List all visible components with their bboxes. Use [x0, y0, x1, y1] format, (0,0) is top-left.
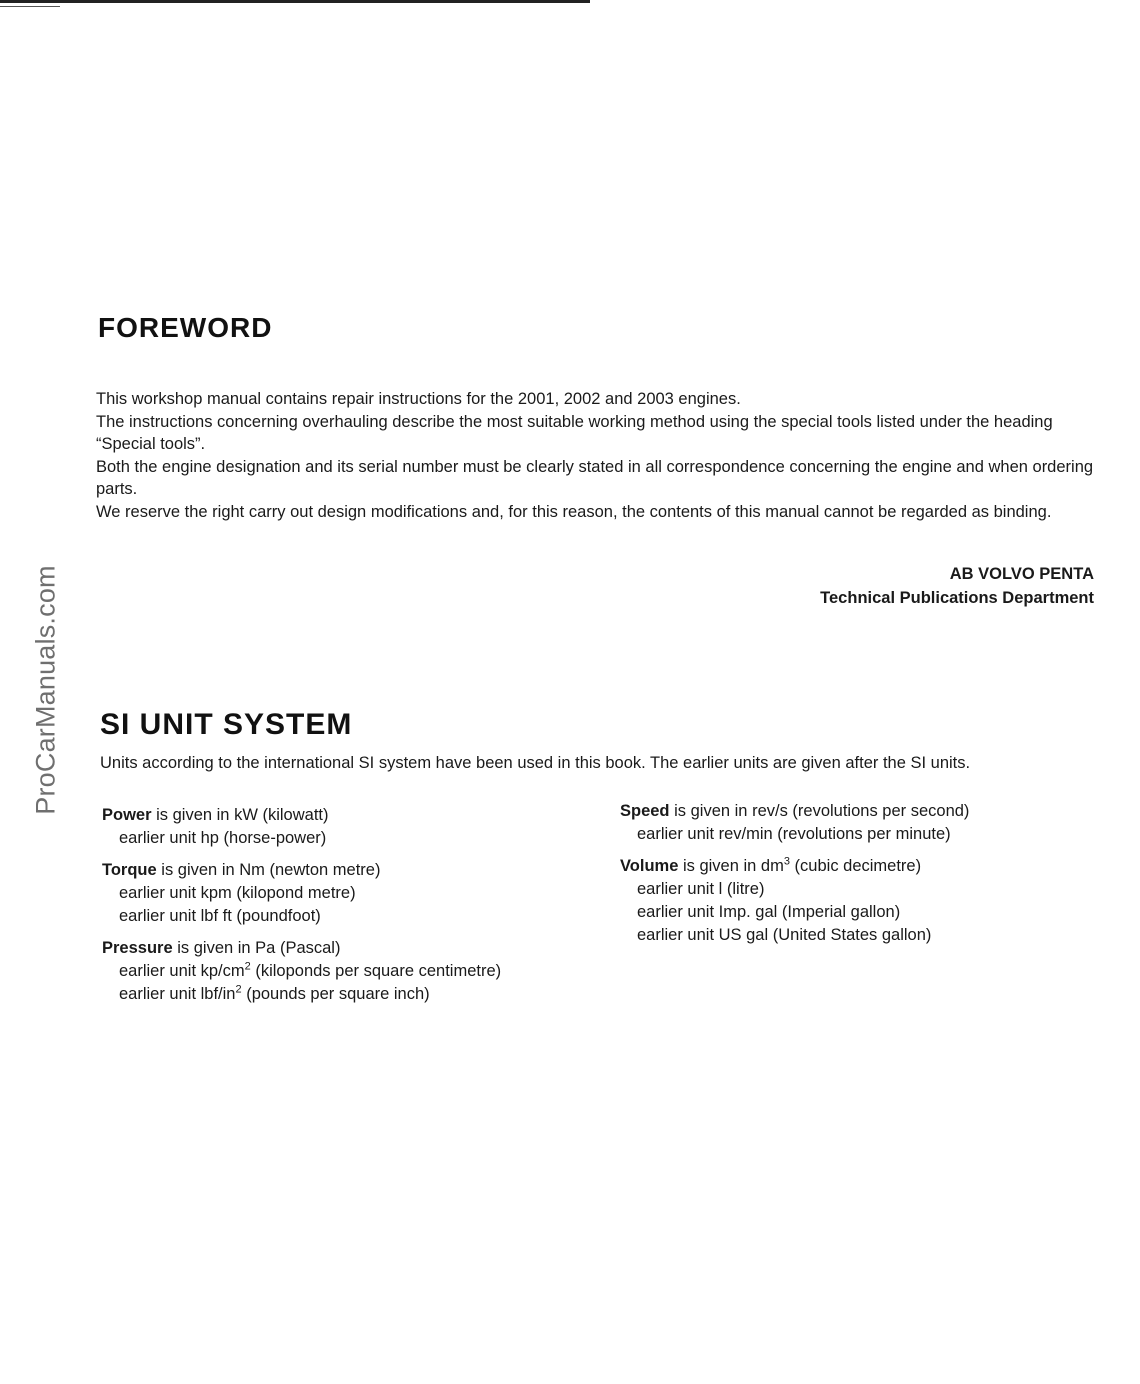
units-column-right: [620, 800, 1100, 956]
watermark: ProCarManuals.com: [30, 565, 61, 815]
earlier-unit: earlier unit kpm (kilopond metre): [119, 884, 356, 902]
unit-term: Power: [102, 806, 152, 824]
unit-description: (cubic decimetre): [789, 857, 922, 875]
foreword-heading: FOREWORD: [98, 312, 273, 343]
unit-head: [620, 855, 1100, 878]
unit-head: [102, 937, 602, 960]
earlier-unit-text: earlier unit kp/cm: [119, 962, 245, 980]
top-rule: [0, 0, 590, 3]
unit-head: [102, 859, 602, 882]
signature-block: [820, 562, 1094, 610]
unit-group-torque: [102, 859, 602, 928]
si-intro: Units according to the international SI system have been used in this book. The earlier units are given after the SI units.: [100, 754, 971, 772]
foreword-paragraph: The instructions concerning overhauling describe the most suitable working method using the special tools listed under the heading “Special tools”.: [96, 412, 1053, 453]
unit-head: [620, 800, 1100, 823]
unit-description: is given in kW (kilowatt): [151, 806, 329, 824]
signature-department: Technical Publications Department: [820, 589, 1094, 607]
earlier-unit: earlier unit l (litre): [637, 880, 765, 898]
superscript: 3: [783, 855, 790, 868]
earlier-unit-text: earlier unit lbf/in: [119, 985, 236, 1003]
unit-group-volume: [620, 855, 1100, 947]
units-column-left: [102, 804, 602, 1015]
unit-group-power: [102, 804, 602, 850]
earlier-unit: earlier unit lbf ft (poundfoot): [119, 907, 321, 925]
unit-term: Torque: [102, 861, 157, 879]
unit-head: [102, 804, 602, 827]
unit-term: Volume: [620, 857, 679, 875]
foreword-body: [96, 388, 1098, 523]
si-unit-heading: SI UNIT SYSTEM: [100, 708, 353, 741]
earlier-unit: earlier unit rev/min (revolutions per minute): [637, 825, 951, 843]
unit-description: is given in rev/s (revolutions per second): [669, 802, 970, 820]
unit-description: is given in Pa (Pascal): [172, 939, 341, 957]
foreword-paragraph: This workshop manual contains repair instructions for the 2001, 2002 and 2003 engines.: [96, 390, 741, 408]
top-rule-thin: [0, 6, 60, 7]
unit-group-speed: [620, 800, 1100, 846]
unit-term: Speed: [620, 802, 670, 820]
earlier-unit: earlier unit US gal (United States gallon): [637, 926, 932, 944]
earlier-unit: earlier unit hp (horse-power): [119, 829, 327, 847]
earlier-unit-text: (pounds per square inch): [241, 985, 430, 1003]
unit-term: Pressure: [102, 939, 173, 957]
foreword-paragraph: Both the engine designation and its serial number must be clearly stated in all correspondence concerning the engine and when ordering parts.: [96, 457, 1094, 498]
earlier-unit: [102, 960, 602, 983]
earlier-unit-text: (kiloponds per square centimetre): [250, 962, 502, 980]
foreword-paragraph: We reserve the right carry out design modifications and, for this reason, the contents of this manual cannot be regarded as binding.: [96, 502, 1052, 521]
superscript: 2: [244, 960, 251, 973]
earlier-unit: [102, 983, 602, 1006]
signature-company: AB VOLVO PENTA: [949, 565, 1094, 583]
unit-description: is given in Nm (newton metre): [156, 861, 381, 879]
unit-description: is given in dm: [678, 857, 784, 875]
superscript: 2: [235, 983, 242, 996]
earlier-unit: earlier unit Imp. gal (Imperial gallon): [637, 903, 901, 921]
unit-group-pressure: [102, 937, 602, 1006]
